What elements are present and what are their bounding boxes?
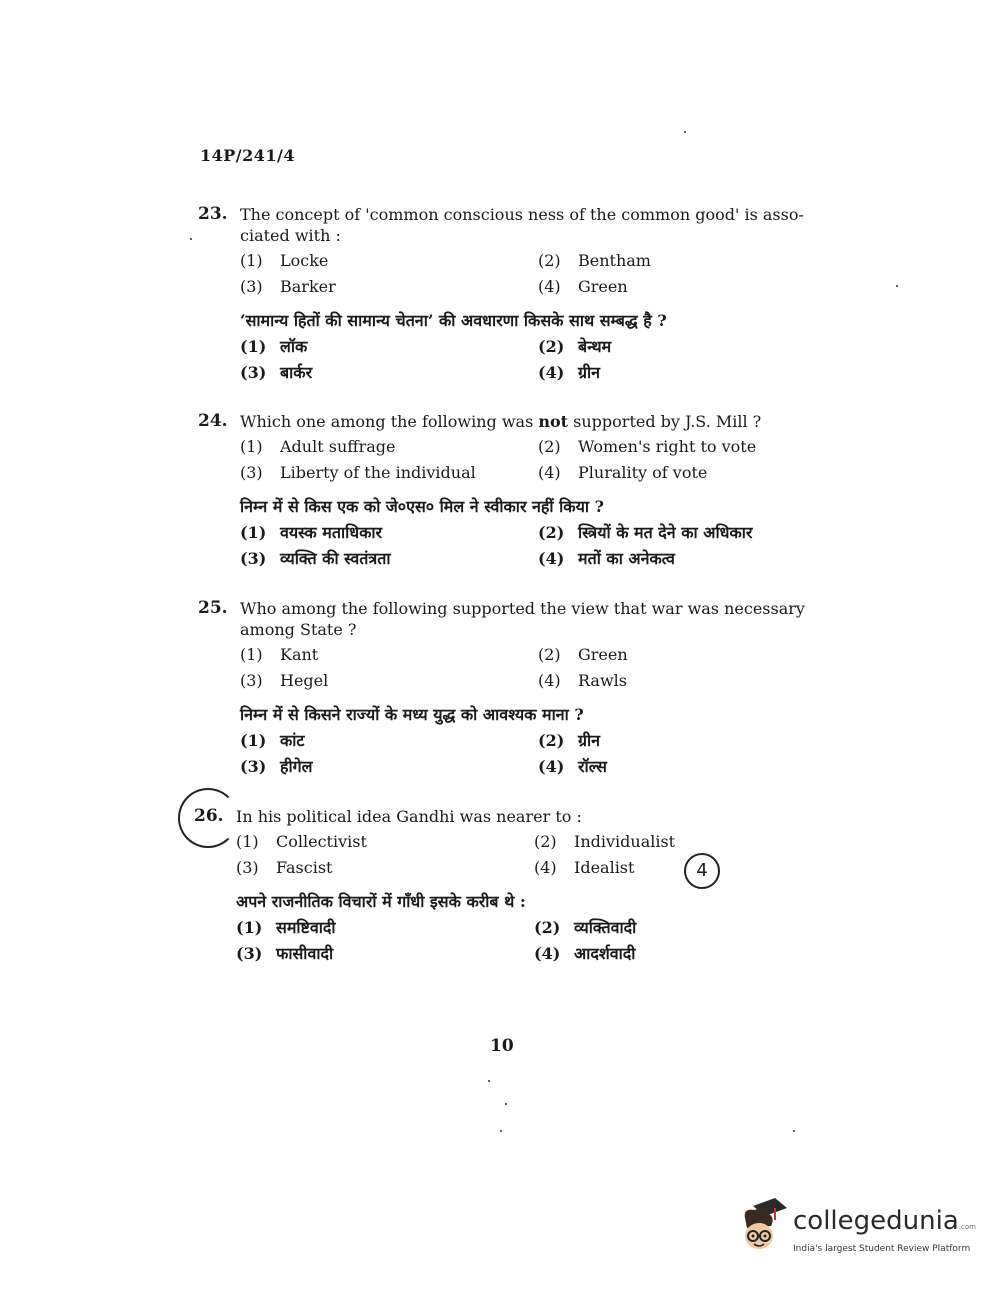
option: (2) व्यक्तिवादी: [534, 918, 637, 937]
question-text: The concept of 'common conscious ness of the common good' is asso-ciated with :: [240, 205, 804, 245]
question-number: 25.: [198, 598, 228, 618]
option: (1) Collectivist: [236, 832, 367, 851]
option: (1) कांट: [240, 731, 305, 750]
option: (2) बेन्थम: [538, 337, 612, 356]
option: (4) आदर्शवादी: [534, 944, 636, 963]
option: (4) मतों का अनेकत्व: [538, 549, 675, 568]
option: (3) Barker: [240, 277, 336, 296]
question-number: 23.: [198, 204, 228, 224]
option: (2) Women's right to vote: [538, 437, 757, 456]
option: (4) ग्रीन: [538, 363, 601, 382]
options-hindi: [240, 730, 838, 778]
option: (3) बार्कर: [240, 363, 313, 382]
page-number: 10: [490, 1036, 514, 1056]
question-text-hindi: अपने राजनीतिक विचारों में गाँधी इसके करीब थे :: [236, 892, 526, 911]
scan-speck: [505, 1103, 507, 1105]
options-english: [236, 831, 834, 879]
option: (1) वयस्क मताधिकार: [240, 523, 383, 542]
option: (3) Liberty of the individual: [240, 463, 476, 482]
option: (3) हीगेल: [240, 757, 313, 776]
option: (4) Idealist: [534, 858, 635, 877]
paper-code: 14P/241/4: [200, 146, 296, 165]
scan-speck: [488, 1080, 490, 1082]
handwritten-answer: 4: [684, 853, 720, 889]
options-english: [240, 644, 838, 692]
question-text-hindi: निम्न में से किसने राज्यों के मध्य युद्ध को आवश्यक माना ?: [240, 705, 584, 724]
option: (2) Green: [538, 645, 628, 664]
option: (1) Locke: [240, 251, 329, 270]
scan-speck: [684, 131, 686, 133]
option: (2) Individualist: [534, 832, 676, 851]
question-text-hindi: निम्न में से किस एक को जे०एस० मिल ने स्वीकार नहीं किया ?: [240, 497, 604, 516]
option: (2) स्त्रियों के मत देने का अधिकार: [538, 523, 753, 542]
question-text: Which one among the following was not supported by J.S. Mill ?: [240, 412, 762, 431]
option: (3) व्यक्ति की स्वतंत्रता: [240, 549, 391, 568]
question-25: [198, 598, 838, 778]
question-26: [194, 806, 834, 965]
options-hindi: [236, 917, 834, 965]
collegedunia-watermark: [735, 1196, 976, 1266]
option: (3) Hegel: [240, 671, 329, 690]
option: (1) Kant: [240, 645, 319, 664]
option: (2) ग्रीन: [538, 731, 601, 750]
question-text: In his political idea Gandhi was nearer to :: [236, 807, 582, 826]
question-23: [198, 204, 838, 384]
scan-speck: [190, 238, 192, 240]
mascot-icon: [735, 1196, 791, 1258]
option: (4) Plurality of vote: [538, 463, 708, 482]
scan-speck: [793, 1130, 795, 1132]
options-hindi: [240, 336, 838, 384]
question-text-hindi: ‘सामान्य हितों की सामान्य चेतना’ की अवधारणा किसके साथ सम्बद्ध है ?: [240, 311, 667, 330]
option: (2) Bentham: [538, 251, 651, 270]
options-english: [240, 250, 838, 298]
question-24: [198, 411, 838, 570]
question-number: 26.: [194, 806, 224, 826]
option: (1) समष्टिवादी: [236, 918, 336, 937]
options-english: [240, 436, 838, 484]
option: (1) Adult suffrage: [240, 437, 396, 456]
option: (3) फासीवादी: [236, 944, 334, 963]
question-text: Who among the following supported the view that war was necessary among State ?: [240, 599, 805, 639]
options-hindi: [240, 522, 838, 570]
option: (4) Green: [538, 277, 628, 296]
scan-speck: [896, 285, 898, 287]
brand-name: collegedunia.com: [793, 1206, 976, 1236]
question-number: 24.: [198, 411, 228, 431]
option: (3) Fascist: [236, 858, 333, 877]
brand-tagline: India's largest Student Review Platform: [793, 1244, 971, 1254]
option: (4) Rawls: [538, 671, 627, 690]
option: (1) लॉक: [240, 337, 308, 356]
option: (4) रॉल्स: [538, 757, 607, 776]
scan-speck: [500, 1130, 502, 1132]
